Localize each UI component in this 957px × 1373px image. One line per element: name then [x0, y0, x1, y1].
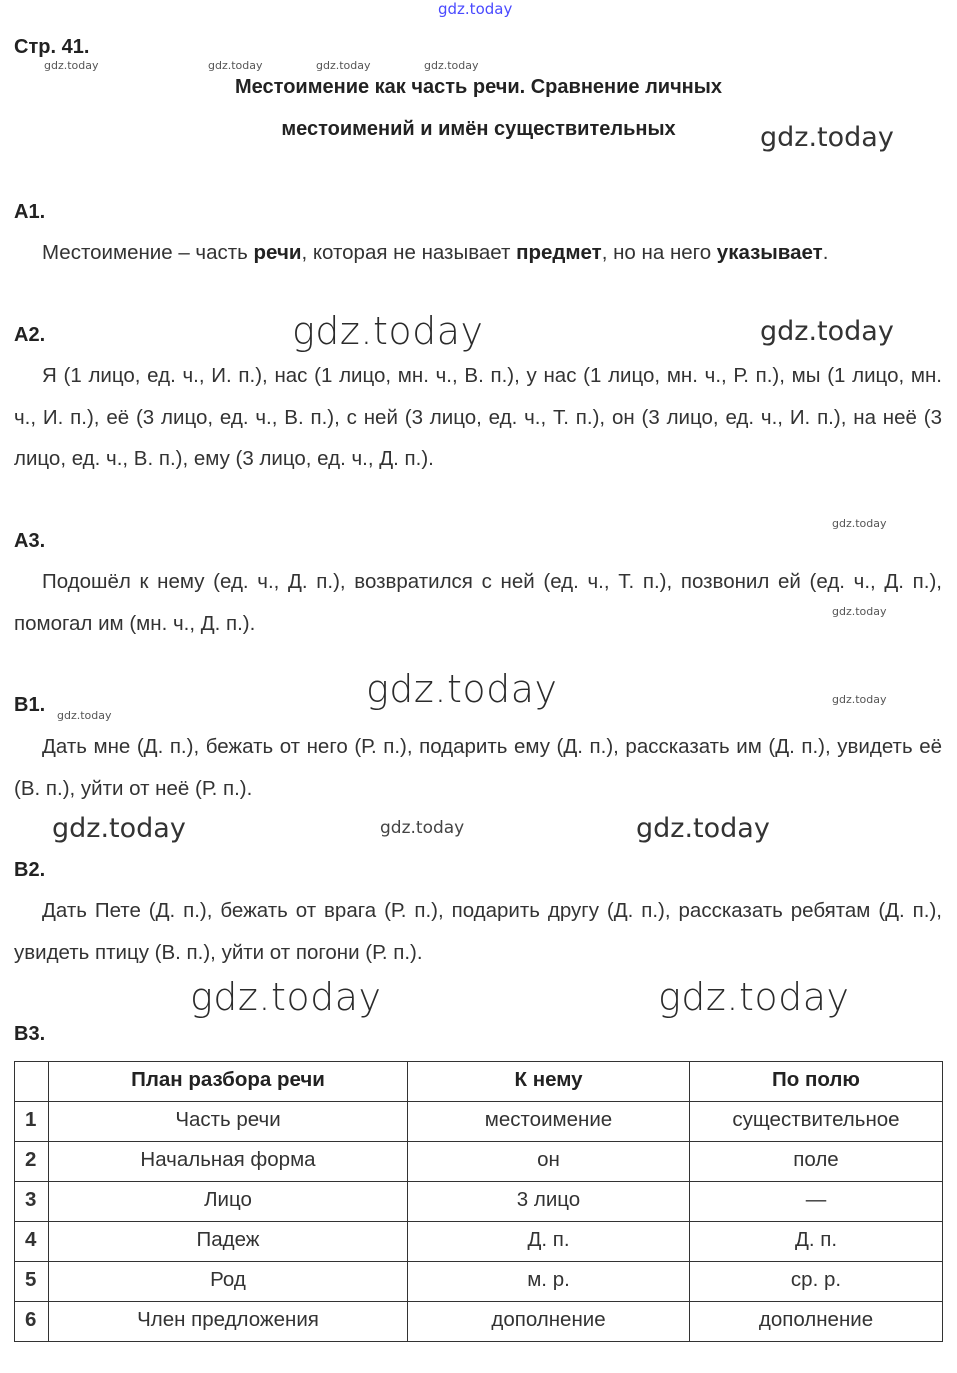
page-label: Стр. 41.: [14, 36, 90, 58]
table-cell: 4: [15, 1222, 49, 1262]
watermark: gdz.today: [760, 316, 894, 347]
watermark: gdz.today: [424, 59, 479, 72]
table-header: К нему: [408, 1062, 690, 1102]
watermark: gdz.today: [316, 59, 371, 72]
table-cell: Падеж: [49, 1222, 408, 1262]
table-cell: Лицо: [49, 1182, 408, 1222]
table-cell: дополнение: [408, 1302, 690, 1342]
section-b2-text: Дать Пете (Д. п.), бежать от врага (Р. п.), подарить другу (Д. п.), рассказать ребятам (Д. п.), увидеть птицу (В. п.), уйти от погони (Р. п.).: [14, 899, 942, 964]
table-cell: 1: [15, 1102, 49, 1142]
section-b2-label: B2.: [14, 859, 46, 881]
watermark: gdz.today: [832, 517, 887, 530]
table-cell: —: [690, 1182, 943, 1222]
section-b3-label: B3.: [14, 1023, 46, 1045]
table-cell: ср. р.: [690, 1262, 943, 1302]
table-row: [15, 1182, 943, 1222]
table-header: [15, 1062, 49, 1102]
table-header: По полю: [690, 1062, 943, 1102]
table-cell: поле: [690, 1142, 943, 1182]
watermark: gdz.today: [52, 813, 186, 844]
section-a1-text: Местоимение – часть речи, которая не называет предмет, но на него указывает.: [42, 241, 829, 264]
table-row: [15, 1302, 943, 1342]
table-cell: местоимение: [408, 1102, 690, 1142]
watermark: gdz.today: [44, 59, 99, 72]
table-row: [15, 1262, 943, 1302]
table-cell: Д. п.: [408, 1222, 690, 1262]
watermark: gdz.today: [832, 605, 887, 618]
watermark: gdz.today: [760, 122, 894, 153]
table-cell: Начальная форма: [49, 1142, 408, 1182]
table-row: [15, 1102, 943, 1142]
table-header: План разбора речи: [49, 1062, 408, 1102]
table-cell: 3: [15, 1182, 49, 1222]
table-cell: 6: [15, 1302, 49, 1342]
section-a3-text: Подошёл к нему (ед. ч., Д. п.), возвратился с ней (ед. ч., Т. п.), позвонил ей (ед. ч., Д. п.), помогал им (мн. ч., Д. п.).: [14, 570, 942, 635]
table-row: [15, 1222, 943, 1262]
page-title: Местоимение как часть речи. Сравнение личных: [235, 76, 722, 98]
table-row: [15, 1142, 943, 1182]
table-cell: дополнение: [690, 1302, 943, 1342]
watermark: gdz.today: [832, 693, 887, 706]
table-cell: Д. п.: [690, 1222, 943, 1262]
watermark: gdz.today: [636, 813, 770, 844]
watermark: gdz.today: [438, 0, 513, 18]
table-cell: существительное: [690, 1102, 943, 1142]
section-a2-text: Я (1 лицо, ед. ч., И. п.), нас (1 лицо, мн. ч., В. п.), у нас (1 лицо, мн. ч., Р. п.), мы (1 лицо, мн. ч., И. п.), её (3 лицо, ед. ч., В. п.), с ней (3 лицо, ед. ч., Т. п.), он (3 лицо, ед. ч., И. п.), на неё (3 лицо, ед. ч., В. п.), ему (3 лицо, ед. ч., Д. п.).: [14, 364, 942, 470]
table-cell: он: [408, 1142, 690, 1182]
section-a1-label: A1.: [14, 201, 46, 223]
table-cell: Род: [49, 1262, 408, 1302]
table-header-row: [15, 1062, 943, 1102]
watermark: gdz.today: [366, 667, 558, 711]
section-a2-label: A2.: [14, 324, 46, 346]
table-cell: 3 лицо: [408, 1182, 690, 1222]
watermark: gdz.today: [380, 818, 465, 838]
parsing-table: [14, 1061, 943, 1342]
table-cell: Часть речи: [49, 1102, 408, 1142]
table-cell: 5: [15, 1262, 49, 1302]
section-b1-label: B1.: [14, 694, 46, 716]
section-b1-text: Дать мне (Д. п.), бежать от него (Р. п.), подарить ему (Д. п.), рассказать им (Д. п.), увидеть её (В. п.), уйти от неё (Р. п.).: [14, 735, 942, 800]
page-title-line2: местоимений и имён существительных: [281, 118, 676, 140]
table-cell: 2: [15, 1142, 49, 1182]
table-cell: м. р.: [408, 1262, 690, 1302]
table-cell: Член предложения: [49, 1302, 408, 1342]
watermark: gdz.today: [208, 59, 263, 72]
watermark: gdz.today: [190, 975, 382, 1019]
watermark: gdz.today: [658, 975, 850, 1019]
section-a3-label: A3.: [14, 530, 46, 552]
watermark: gdz.today: [57, 709, 112, 722]
watermark: gdz.today: [292, 309, 484, 353]
